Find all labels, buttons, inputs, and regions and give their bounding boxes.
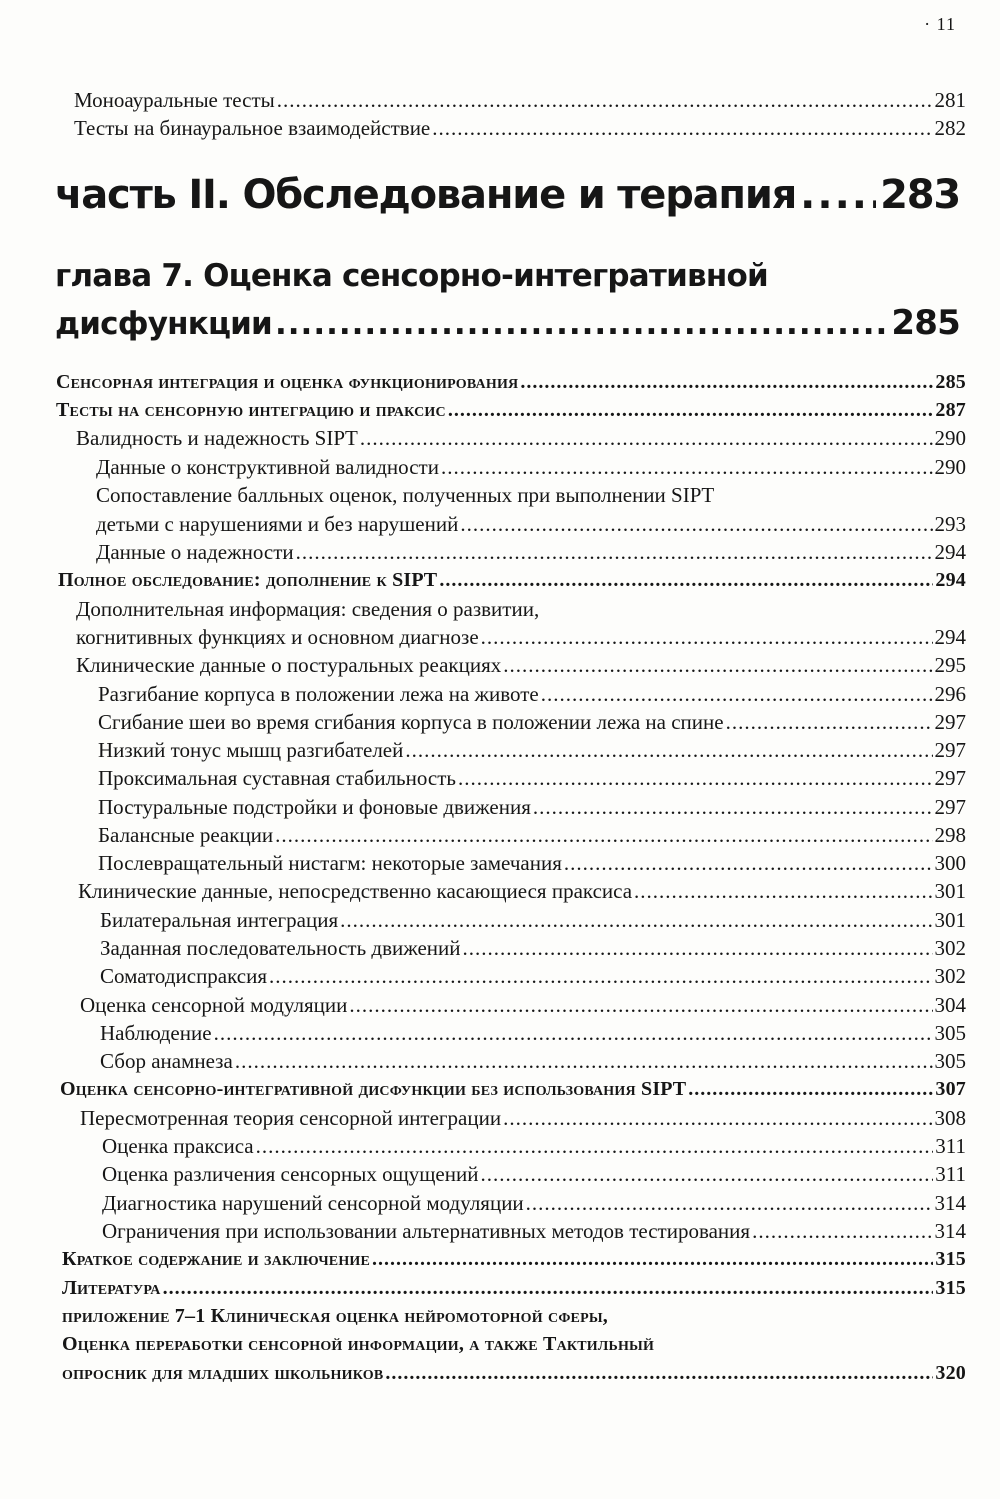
toc-entry-page: 314 bbox=[934, 1191, 966, 1215]
toc-entry-page: 307 bbox=[935, 1078, 966, 1100]
toc-entry-page: 290 bbox=[934, 455, 966, 479]
leader-dots bbox=[458, 764, 933, 792]
toc-entry bbox=[96, 538, 966, 566]
leader-dots bbox=[214, 1019, 933, 1047]
toc-entry-title: Полное обследование: дополнение к SIPT bbox=[58, 569, 438, 591]
toc-entry bbox=[102, 1217, 966, 1245]
toc-entry bbox=[96, 453, 966, 481]
toc-entry-title: Данные о конструктивной валидности bbox=[96, 455, 439, 479]
toc-entry-page: 290 bbox=[934, 426, 966, 450]
toc-entry-title-line2: когнитивных функциях и основном диагнозе bbox=[76, 625, 479, 649]
leader-dots bbox=[800, 172, 876, 218]
toc-entry-title: Наблюдение bbox=[100, 1021, 212, 1045]
toc-entry-title: Оценка сенсорно-интегративной дисфункции без использования SIPT bbox=[60, 1078, 687, 1100]
toc-entry-title: Оценка праксиса bbox=[102, 1134, 254, 1158]
leader-dots bbox=[481, 623, 933, 651]
leader-dots bbox=[448, 396, 934, 424]
toc-entry bbox=[74, 114, 966, 142]
toc-entry-title: Тесты на бинауральное взаимодействие bbox=[74, 116, 431, 140]
toc-entry bbox=[76, 623, 966, 651]
leader-dots bbox=[503, 651, 932, 679]
leader-dots bbox=[275, 821, 932, 849]
toc-entry-title-line1: Дополнительная информация: сведения о развитии, bbox=[76, 597, 540, 621]
toc-entry-title: Оценка различения сенсорных ощущений bbox=[102, 1162, 479, 1186]
leader-dots bbox=[634, 877, 932, 905]
leader-dots bbox=[503, 1104, 932, 1132]
appendix-line2: Оценка переработки сенсорной информации, а также Тактильный bbox=[62, 1333, 655, 1355]
toc-entry-title: Литература bbox=[62, 1277, 161, 1299]
toc-entry-page: 287 bbox=[935, 399, 966, 421]
appendix-line3: опросник для младших школьников bbox=[62, 1362, 384, 1384]
toc-entry bbox=[102, 1189, 966, 1217]
toc-entry-title: Моноауральные тесты bbox=[74, 88, 275, 112]
leader-dots bbox=[463, 934, 933, 962]
toc-entry-page: 295 bbox=[934, 653, 966, 677]
toc-entry-title: Клинические данные, непосредственно касающиеся праксиса bbox=[78, 879, 633, 903]
toc-entry-page: 302 bbox=[934, 936, 966, 960]
toc-entry-page: 294 bbox=[934, 540, 966, 564]
toc-entry-page: 320 bbox=[935, 1362, 966, 1384]
toc-entry bbox=[98, 821, 966, 849]
toc-entry-page: 282 bbox=[934, 116, 966, 140]
toc-entry bbox=[98, 793, 966, 821]
toc-entry-page: 311 bbox=[935, 1134, 966, 1158]
toc-entry-title: Данные о надежности bbox=[96, 540, 294, 564]
toc-entry-title: Тесты на сенсорную интеграцию и праксис bbox=[56, 399, 446, 421]
toc-entry-page: 297 bbox=[934, 738, 966, 762]
toc-entry-title: Балансные реакции bbox=[98, 823, 274, 847]
leader-dots bbox=[526, 1189, 933, 1217]
toc-entry-title: Проксимальная суставная стабильность bbox=[98, 766, 456, 790]
toc-entry bbox=[76, 651, 966, 679]
toc-entry-title: Послевращательный нистагм: некоторые замечания bbox=[98, 851, 562, 875]
toc-entry-page: 296 bbox=[934, 682, 966, 706]
leader-dots bbox=[564, 849, 933, 877]
toc-entry-title: Сбор анамнеза bbox=[100, 1049, 233, 1073]
toc-entry-page: 294 bbox=[934, 625, 966, 649]
toc-entry-page: 311 bbox=[935, 1162, 966, 1186]
leader-dots bbox=[277, 86, 933, 114]
leader-dots bbox=[256, 1132, 934, 1160]
toc-entry-title: Постуральные подстройки и фоновые движения bbox=[98, 795, 531, 819]
toc-entry-page: 297 bbox=[934, 710, 966, 734]
toc-entry-page: 294 bbox=[935, 569, 966, 591]
toc-entry bbox=[76, 424, 966, 452]
toc-entry-title: Сгибание шеи во время сгибания корпуса в положении лежа на спине bbox=[98, 710, 724, 734]
chapter-heading-line1: глава 7. Оценка сенсорно-интегративной bbox=[55, 258, 768, 294]
leader-dots bbox=[441, 453, 933, 481]
toc-section bbox=[60, 1075, 966, 1103]
leader-dots bbox=[726, 708, 933, 736]
toc-entry bbox=[80, 991, 966, 1019]
toc-entry-page: 298 bbox=[934, 823, 966, 847]
leader-dots bbox=[360, 424, 933, 452]
toc-entry bbox=[98, 680, 966, 708]
toc-entry bbox=[96, 510, 966, 538]
toc-entry-page: 301 bbox=[934, 879, 966, 903]
toc-entry bbox=[102, 1132, 966, 1160]
toc-entry-page: 301 bbox=[934, 908, 966, 932]
toc-entry-page: 305 bbox=[934, 1021, 966, 1045]
toc-entry-page: 285 bbox=[935, 371, 966, 393]
toc-entry-title: Заданная последовательность движений bbox=[100, 936, 461, 960]
toc-entry-page: 305 bbox=[934, 1049, 966, 1073]
leader-dots bbox=[296, 538, 933, 566]
toc-entry bbox=[80, 1104, 966, 1132]
leader-dots bbox=[385, 1359, 933, 1387]
leader-dots bbox=[269, 962, 932, 990]
toc-entry-page: 281 bbox=[934, 88, 966, 112]
toc-entry bbox=[100, 1019, 966, 1047]
toc-entry bbox=[98, 764, 966, 792]
leader-dots bbox=[752, 1217, 932, 1245]
toc-entry-title-line2: детьми с нарушениями и без нарушений bbox=[96, 512, 459, 536]
leader-dots bbox=[688, 1075, 933, 1103]
leader-dots bbox=[235, 1047, 933, 1075]
chapter-heading-line2 bbox=[55, 303, 960, 343]
toc-entry-title: Клинические данные о постуральных реакциях bbox=[76, 653, 502, 677]
toc-entry-title: Краткое содержание и заключение bbox=[62, 1248, 371, 1270]
leader-dots bbox=[541, 680, 933, 708]
toc-entry-title: Валидность и надежность SIPT bbox=[76, 426, 358, 450]
chapter-title-end: дисфункции bbox=[55, 306, 272, 342]
toc-section bbox=[62, 1359, 966, 1387]
toc-entry bbox=[98, 736, 966, 764]
toc-entry-page: 300 bbox=[934, 851, 966, 875]
toc-entry-page: 302 bbox=[934, 964, 966, 988]
toc-entry-page: 293 bbox=[934, 512, 966, 536]
toc-entry-title: Диагностика нарушений сенсорной модуляции bbox=[102, 1191, 524, 1215]
toc-entry bbox=[78, 877, 966, 905]
toc-section bbox=[62, 1245, 966, 1273]
toc-entry bbox=[98, 708, 966, 736]
toc-entry-title-line1: Сопоставление балльных оценок, полученных при выполнении SIPT bbox=[96, 483, 715, 507]
leader-dots bbox=[349, 991, 932, 1019]
toc-entry bbox=[100, 962, 966, 990]
toc-section bbox=[62, 1274, 966, 1302]
leader-dots bbox=[533, 793, 933, 821]
leader-dots bbox=[405, 736, 932, 764]
toc-entry-title: Оценка сенсорной модуляции bbox=[80, 993, 348, 1017]
leader-dots bbox=[340, 906, 932, 934]
toc-entry-title: Соматодиспраксия bbox=[100, 964, 268, 988]
toc-entry bbox=[100, 934, 966, 962]
toc-entry-page: 314 bbox=[934, 1219, 966, 1243]
toc-entry-page: 308 bbox=[934, 1106, 966, 1130]
toc-entry-page: 315 bbox=[935, 1248, 966, 1270]
toc-entry-title: Низкий тонус мышц разгибателей bbox=[98, 738, 404, 762]
toc-section bbox=[58, 566, 966, 594]
chapter-page: 285 bbox=[891, 303, 960, 343]
part-heading bbox=[55, 172, 960, 218]
toc-entry-title: Ограничения при использовании альтернативных методов тестирования bbox=[102, 1219, 751, 1243]
toc-section bbox=[56, 396, 966, 424]
leader-dots bbox=[480, 1160, 933, 1188]
appendix-line1: приложение 7–1 Клиническая оценка нейромоторной сферы, bbox=[62, 1305, 608, 1327]
leader-dots bbox=[439, 566, 933, 594]
leader-dots bbox=[275, 306, 888, 342]
page-number: · 11 bbox=[924, 14, 956, 34]
part-title: часть II. Обследование и терапия bbox=[55, 172, 797, 218]
toc-entry bbox=[100, 906, 966, 934]
toc-entry bbox=[102, 1160, 966, 1188]
toc-entry bbox=[74, 86, 966, 114]
toc-entry bbox=[100, 1047, 966, 1075]
toc-entry-page: 297 bbox=[934, 795, 966, 819]
leader-dots bbox=[432, 114, 932, 142]
leader-dots bbox=[460, 510, 932, 538]
toc-entry-page: 297 bbox=[934, 766, 966, 790]
toc-entry-page: 304 bbox=[934, 993, 966, 1017]
toc-section bbox=[56, 368, 966, 396]
leader-dots bbox=[372, 1245, 933, 1273]
leader-dots bbox=[163, 1274, 934, 1302]
toc-entry-title: Билатеральная интеграция bbox=[100, 908, 339, 932]
toc-entry-page: 315 bbox=[935, 1277, 966, 1299]
toc-entry-title: Сенсорная интеграция и оценка функционирования bbox=[56, 371, 519, 393]
leader-dots bbox=[520, 368, 933, 396]
part-page: 283 bbox=[880, 172, 960, 218]
toc-entry-title: Пересмотренная теория сенсорной интеграции bbox=[80, 1106, 502, 1130]
toc-entry bbox=[98, 849, 966, 877]
toc-entry-title: Разгибание корпуса в положении лежа на животе bbox=[98, 682, 539, 706]
